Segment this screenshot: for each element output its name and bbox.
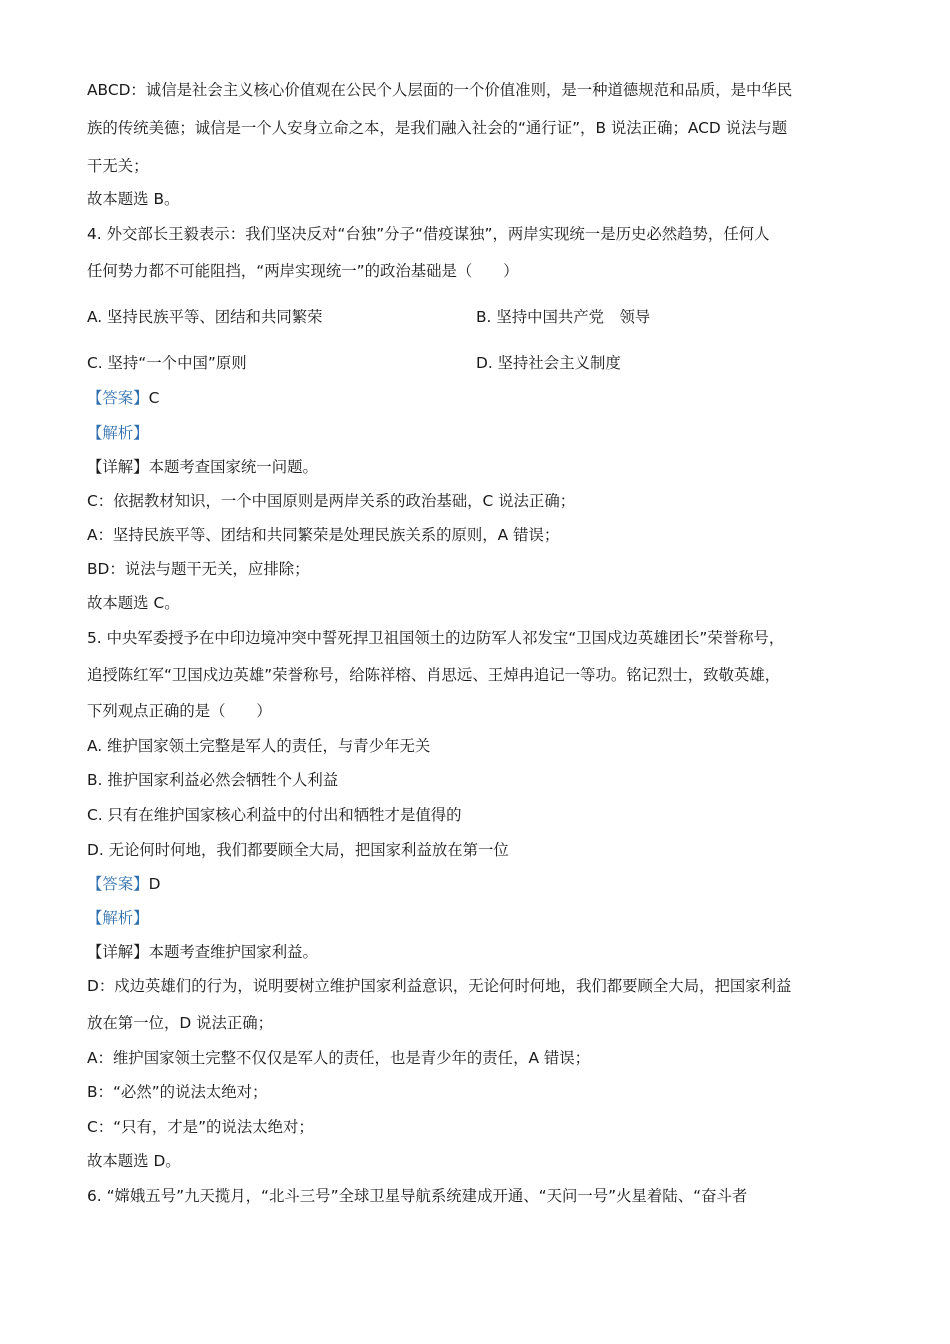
q4-stem-line1: 4. 外交部长王毅表示：我们坚决反对“台独”分子“借疫谋独”，两岸实现统一是历史必然趋势，任何人 bbox=[87, 225, 770, 243]
q4-explanation-bd: BD：说法与题干无关，应排除； bbox=[87, 560, 310, 578]
q5-stem-line2: 追授陈红军“卫国戍边英雄”荣誉称号，给陈祥榕、肖思远、王焯冉追记一等功。铭记烈士，致敬英雄， bbox=[87, 666, 781, 684]
q4-explanation-c: C：依据教材知识，一个中国原则是两岸关系的政治基础，C 说法正确； bbox=[87, 492, 576, 510]
q4-analysis-tag: 【解析】 bbox=[87, 424, 149, 442]
q4-option-b: B. 坚持中国共产党 领导 bbox=[476, 308, 651, 326]
q4-option-c: C. 坚持“一个中国”原则 bbox=[87, 354, 247, 372]
q5-answer-tag: 【答案】 bbox=[87, 875, 149, 893]
q4-answer-tag: 【答案】 bbox=[87, 389, 149, 407]
q5-conclusion: 故本题选 D。 bbox=[87, 1152, 181, 1170]
q4-option-a: A. 坚持民族平等、团结和共同繁荣 bbox=[87, 308, 323, 326]
q4-option-d: D. 坚持社会主义制度 bbox=[476, 354, 621, 372]
q5-detail: 【详解】本题考查维护国家利益。 bbox=[87, 943, 318, 961]
q5-answer-row bbox=[87, 874, 877, 894]
q4-detail: 【详解】本题考查国家统一问题。 bbox=[87, 458, 318, 476]
q4-conclusion: 故本题选 C。 bbox=[87, 594, 180, 612]
q5-stem-line1: 5. 中央军委授予在中印边境冲突中誓死捍卫祖国领土的边防军人祁发宝“卫国戍边英雄团长”荣誉称号， bbox=[87, 629, 785, 647]
q6-stem-line1: 6. “嫦娥五号”九天揽月，“北斗三号”全球卫星导航系统建成开通、“天问一号”火星着陆、“奋斗者 bbox=[87, 1187, 748, 1205]
q5-explanation-b: B：“必然”的说法太绝对； bbox=[87, 1083, 268, 1101]
q5-explanation-d-line1: D：戍边英雄们的行为，说明要树立维护国家利益意识，无论何时何地，我们都要顾全大局，把国家利益 bbox=[87, 977, 792, 995]
q4-stem-line2: 任何势力都不可能阻挡，“两岸实现统一”的政治基础是（ ） bbox=[87, 262, 519, 280]
q5-analysis-tag: 【解析】 bbox=[87, 909, 149, 927]
q3-explanation-line2: 族的传统美德；诚信是一个人安身立命之本，是我们融入社会的“通行证”，B 说法正确；ACD 说法与题 bbox=[87, 119, 788, 137]
q5-option-c: C. 只有在维护国家核心利益中的付出和牺牲才是值得的 bbox=[87, 806, 462, 824]
q5-explanation-c: C：“只有，才是”的说法太绝对； bbox=[87, 1118, 314, 1136]
q5-explanation-a: A：维护国家领土完整不仅仅是军人的责任，也是青少年的责任，A 错误； bbox=[87, 1049, 591, 1067]
q5-answer: D bbox=[148, 875, 161, 893]
q3-explanation-line1: ABCD：诚信是社会主义核心价值观在公民个人层面的一个价值准则，是一种道德规范和品质，是中华民 bbox=[87, 81, 793, 99]
q5-option-a: A. 维护国家领土完整是军人的责任，与青少年无关 bbox=[87, 737, 431, 755]
q4-answer: C bbox=[148, 389, 160, 407]
q4-explanation-a: A：坚持民族平等、团结和共同繁荣是处理民族关系的原则，A 错误； bbox=[87, 526, 560, 544]
q5-stem-line3: 下列观点正确的是（ ） bbox=[87, 702, 272, 720]
q3-conclusion: 故本题选 B。 bbox=[87, 190, 180, 208]
q5-explanation-d-line2: 放在第一位，D 说法正确； bbox=[87, 1014, 274, 1032]
q3-explanation-line3: 干无关； bbox=[87, 157, 149, 175]
q5-option-b: B. 推护国家利益必然会牺牲个人利益 bbox=[87, 771, 339, 789]
q5-option-d: D. 无论何时何地，我们都要顾全大局，把国家利益放在第一位 bbox=[87, 841, 509, 859]
q4-answer-row bbox=[87, 388, 877, 408]
